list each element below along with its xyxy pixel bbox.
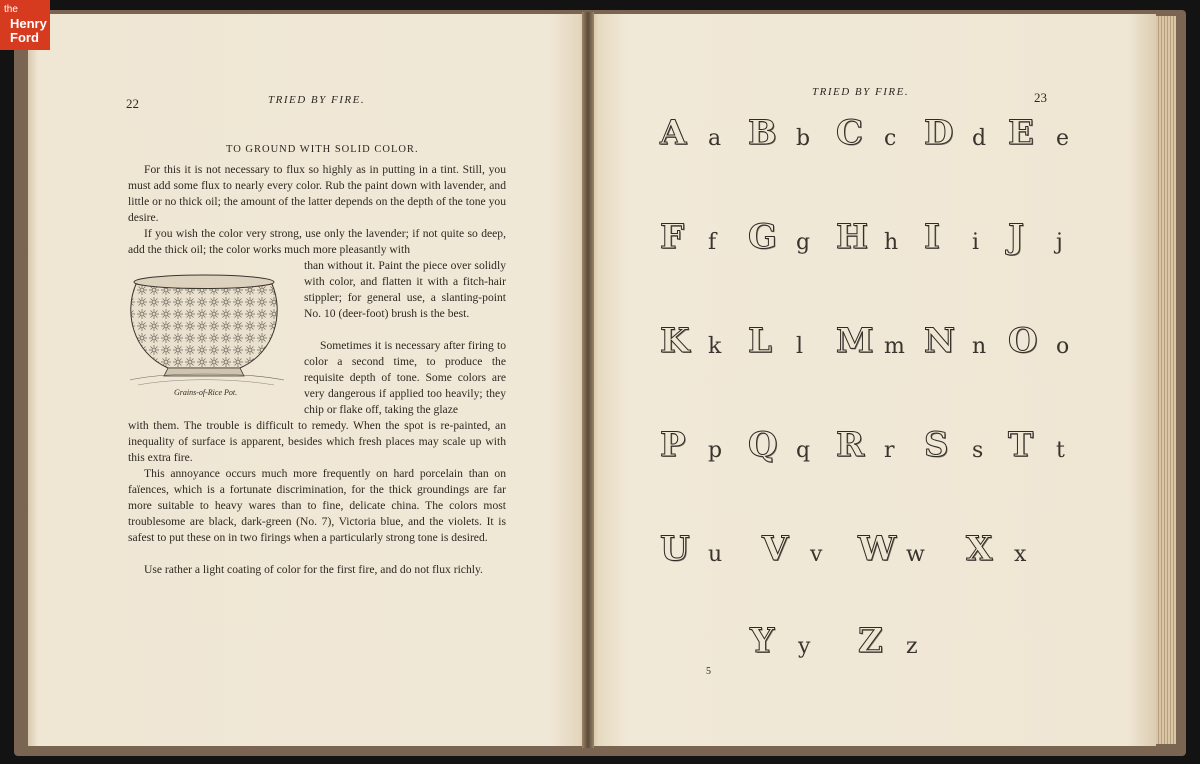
signature-mark: 5 (706, 666, 711, 677)
monogram-letter-z-upper: Z (858, 621, 883, 661)
left-page (28, 14, 588, 746)
monogram-letter-p-upper: P (660, 425, 686, 465)
monogram-letter-m-lower: m (884, 334, 905, 359)
monogram-letter-z-lower: z (906, 634, 918, 659)
monogram-letter-w-upper: W (858, 529, 897, 569)
monogram-letter-l-lower: l (796, 334, 804, 359)
monogram-letter-r-lower: r (884, 438, 895, 463)
monogram-letter-e-upper: E (1008, 113, 1034, 153)
monogram-letter-c-upper: C (836, 113, 864, 153)
monogram-letter-c-lower: c (884, 126, 897, 151)
monogram-letter-h-lower: h (884, 230, 899, 255)
monogram-letter-k-upper: K (660, 321, 690, 361)
monogram-letter-v-lower: v (810, 542, 823, 567)
archive-logo (0, 0, 50, 50)
monogram-letter-o-upper: O (1008, 321, 1038, 361)
grains-of-rice-pot-illustration (124, 272, 290, 390)
monogram-letter-a-lower: a (708, 126, 722, 151)
monogram-letter-t-lower: t (1056, 438, 1065, 463)
monogram-letter-l-upper: L (748, 321, 772, 361)
monogram-letter-i-upper: I (924, 217, 940, 257)
logo-line-2: Henry (10, 16, 47, 31)
monogram-letter-k-lower: k (708, 334, 722, 359)
illustration-caption: Grains-of-Rice Pot. (174, 388, 238, 397)
right-page (588, 14, 1156, 746)
monogram-letter-u-upper: U (660, 529, 690, 569)
monogram-letter-u-lower: u (708, 542, 723, 567)
monogram-letter-i-lower: i (972, 230, 980, 255)
right-running-head: TRIED BY FIRE. (812, 86, 910, 98)
monogram-letter-f-upper: F (660, 217, 685, 257)
book-gutter (582, 12, 594, 748)
monogram-letter-g-upper: G (748, 217, 778, 257)
monogram-letter-n-upper: N (924, 321, 956, 361)
monogram-letter-m-upper: M (836, 321, 874, 361)
paragraph-1: For this it is not necessary to flux so highly as in putting in a tint. Still, you must add some flux to nearly every color. Rub the paint down with lavender, and little or no thick oil; the amount of the latter depends on the depth of the tone you desire. (128, 163, 506, 224)
monogram-letter-r-upper: R (836, 425, 865, 465)
paragraph-5: Use rather a light coating of color for the first fire, and do not flux richly. (144, 563, 483, 576)
paragraph-3a: Sometimes it is necessary after firing to color a second time, to produce the requisite depth of tone. Some colors are very dangerous if applied too heavily; they chip or flake off, taking the glaze (304, 339, 506, 416)
paragraph-3b: with them. The trouble is difficult to remedy. When the spot is re-painted, an inequality of surface is apparent, besides which fresh places may scale up with this extra fire. (128, 419, 506, 464)
section-title: TO GROUND WITH SOLID COLOR. (226, 144, 419, 155)
left-running-head: TRIED BY FIRE. (268, 94, 366, 106)
monogram-letter-p-lower: p (708, 438, 723, 463)
logo-line-1: the (4, 4, 18, 15)
monogram-letter-o-lower: o (1056, 334, 1070, 359)
monogram-letter-q-lower: q (796, 438, 811, 463)
monogram-letter-v-upper: V (762, 529, 789, 569)
right-page-number: 23 (1034, 90, 1047, 105)
monogram-letter-s-lower: s (972, 438, 984, 463)
monogram-letter-y-lower: y (798, 634, 811, 659)
monogram-letter-x-lower: x (1014, 542, 1027, 567)
left-page-number: 22 (126, 96, 139, 111)
monogram-letter-e-lower: e (1056, 126, 1070, 151)
paragraph-2b: than without it. Paint the piece over solidly with color, and flatten it with a fitch-hair stippler; for general use, a slanting-point No. 10 (deer-foot) brush is the best. (304, 259, 506, 320)
monogram-letter-f-lower: f (708, 230, 717, 255)
logo-line-3: Ford (10, 30, 39, 45)
monogram-letter-h-upper: H (836, 217, 869, 257)
monogram-letter-b-upper: B (748, 113, 777, 153)
paragraph-2a: If you wish the color very strong, use only the lavender; if not quite so deep, add the thick oil; the color works much more pleasantly with (128, 227, 506, 256)
monogram-letter-j-lower: j (1056, 230, 1063, 255)
monogram-letter-n-lower: n (972, 334, 987, 359)
page-edges (1156, 16, 1176, 744)
monogram-letter-s-upper: S (924, 425, 949, 465)
monogram-letter-w-lower: w (906, 542, 925, 567)
monogram-letter-d-upper: D (924, 113, 954, 153)
monogram-letter-j-upper: J (1008, 217, 1025, 257)
monogram-letter-y-upper: Y (750, 621, 775, 661)
paragraph-4: This annoyance occurs much more frequently on hard porcelain than on faïences, which is a fortunate discrimination, for the thick groundings are far more suitable to heavy wares than to fine, delicate china. The colors most troublesome are black, dark-green (No. 7), Victoria blue, and the violets. It is safest to put these on in two firings when a particularly strong tone is desired. (128, 467, 506, 544)
monogram-letter-a-upper: A (660, 113, 687, 153)
monogram-letter-g-lower: g (796, 230, 811, 255)
monogram-letter-q-upper: Q (748, 425, 778, 465)
monogram-letter-b-lower: b (796, 126, 811, 151)
monogram-letter-x-upper: X (966, 529, 993, 569)
monogram-letter-d-lower: d (972, 126, 987, 151)
monogram-letter-t-upper: T (1008, 425, 1034, 465)
